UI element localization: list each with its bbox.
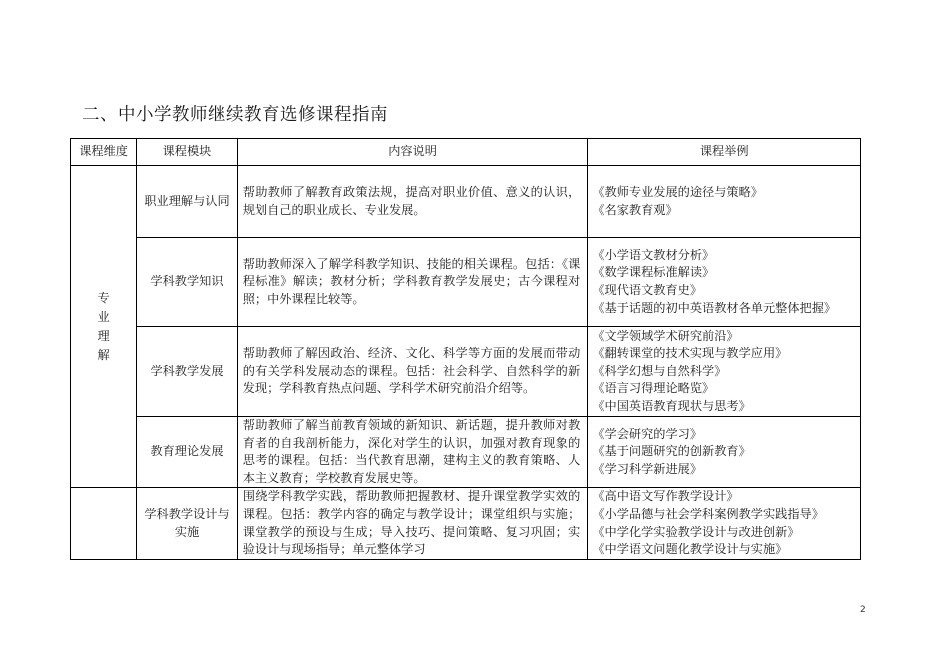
example-item: 《小学语文教材分析》 [592, 247, 715, 262]
table-row [71, 238, 861, 327]
table-header-row [71, 139, 861, 166]
example-item: 《基于话题的初中英语教材各单元整体把握》 [592, 300, 837, 315]
example-item: 《学习科学新进展》 [592, 461, 703, 476]
description-cell: 帮助教师了解因政治、经济、文化、科学等方面的发展而带动的有关学科发展动态的课程。包括：社会科学、自然科学的新发现；学科教育热点问题、学科学术研究前沿介绍等。 [237, 327, 588, 417]
examples-cell [588, 327, 861, 417]
header-dimension: 课程维度 [71, 139, 137, 166]
description-cell: 帮助教师了解当前教育领域的新知识、新话题，提升教师对教育者的自我剖析能力，深化对学生的认识，加强对教育现象的思考的课程。包括：当代教育思潮，建构主义的教育策略、人本主义教育；学校教育发展史等。 [237, 417, 588, 488]
table-row [71, 327, 861, 417]
example-item: 《名家教育观》 [592, 202, 678, 217]
dimension-cell-professional-understanding [71, 166, 137, 488]
header-description: 内容说明 [237, 139, 588, 166]
dimension-cell-empty [71, 488, 137, 559]
example-item: 《文学领域学术研究前沿》 [592, 328, 739, 343]
example-item: 《科学幻想与自然科学》 [592, 363, 727, 378]
module-cell: 教育理论发展 [137, 417, 237, 488]
examples-cell [588, 417, 861, 488]
section-title: 二、中小学教师继续教育选修课程指南 [82, 105, 388, 125]
module-cell: 学科教学设计与实施 [137, 488, 237, 559]
header-examples: 课程举例 [588, 139, 861, 166]
example-item: 《现代语文教育史》 [592, 283, 703, 297]
description-cell: 帮助教师深入了解学科教学知识、技能的相关课程。包括：《课程标准》解读；教材分析；学科教育教学发展史；古今课程对照；中外课程比较等。 [237, 238, 588, 327]
example-item: 《数学课程标准解读》 [592, 265, 715, 280]
dimension-label: 专 业 理 解 [97, 290, 110, 362]
table-row [71, 488, 861, 559]
table-row [71, 417, 861, 488]
example-item: 《基于问题研究的创新教育》 [592, 444, 751, 459]
course-guide-table [70, 138, 861, 560]
description-text: 围绕学科教学实践，帮助教师把握教材、提升课堂教学实效的课程。包括：教学内容的确定与教学设计；课堂组织与实施；课堂教学的预设与生成；导入技巧、提问策略、复习巩固；实验设计与现场指导；单元整体学习 [242, 489, 581, 557]
example-item: 《中学化学实验教学设计与改进创新》 [592, 524, 800, 539]
example-item: 《教师专业发展的途径与策略》 [592, 184, 763, 199]
example-item: 《小学品德与社会学科案例教学实践指导》 [592, 506, 824, 521]
example-item: 《高中语文写作教学设计》 [592, 489, 739, 504]
examples-cell [588, 488, 861, 559]
page-number: 2 [860, 605, 866, 615]
example-item: 《学会研究的学习》 [592, 426, 703, 441]
module-cell: 职业理解与认同 [137, 166, 237, 238]
example-item: 《中学语文问题化教学设计与实施》 [592, 542, 788, 557]
module-cell: 学科教学知识 [137, 238, 237, 327]
example-item: 《语言习得理论略览》 [592, 381, 715, 396]
examples-cell [588, 166, 861, 238]
table-row [71, 166, 861, 238]
header-module: 课程模块 [137, 139, 237, 166]
description-cell: 帮助教师了解教育政策法规，提高对职业价值、意义的认识，规划自己的职业成长、专业发展。 [237, 166, 588, 238]
module-cell: 学科教学发展 [137, 327, 237, 417]
example-item: 《中国英语教育现状与思考》 [592, 398, 751, 413]
description-cell [237, 488, 588, 559]
examples-cell [588, 238, 861, 327]
example-item: 《翻转课堂的技术实现与教学应用》 [592, 346, 788, 361]
